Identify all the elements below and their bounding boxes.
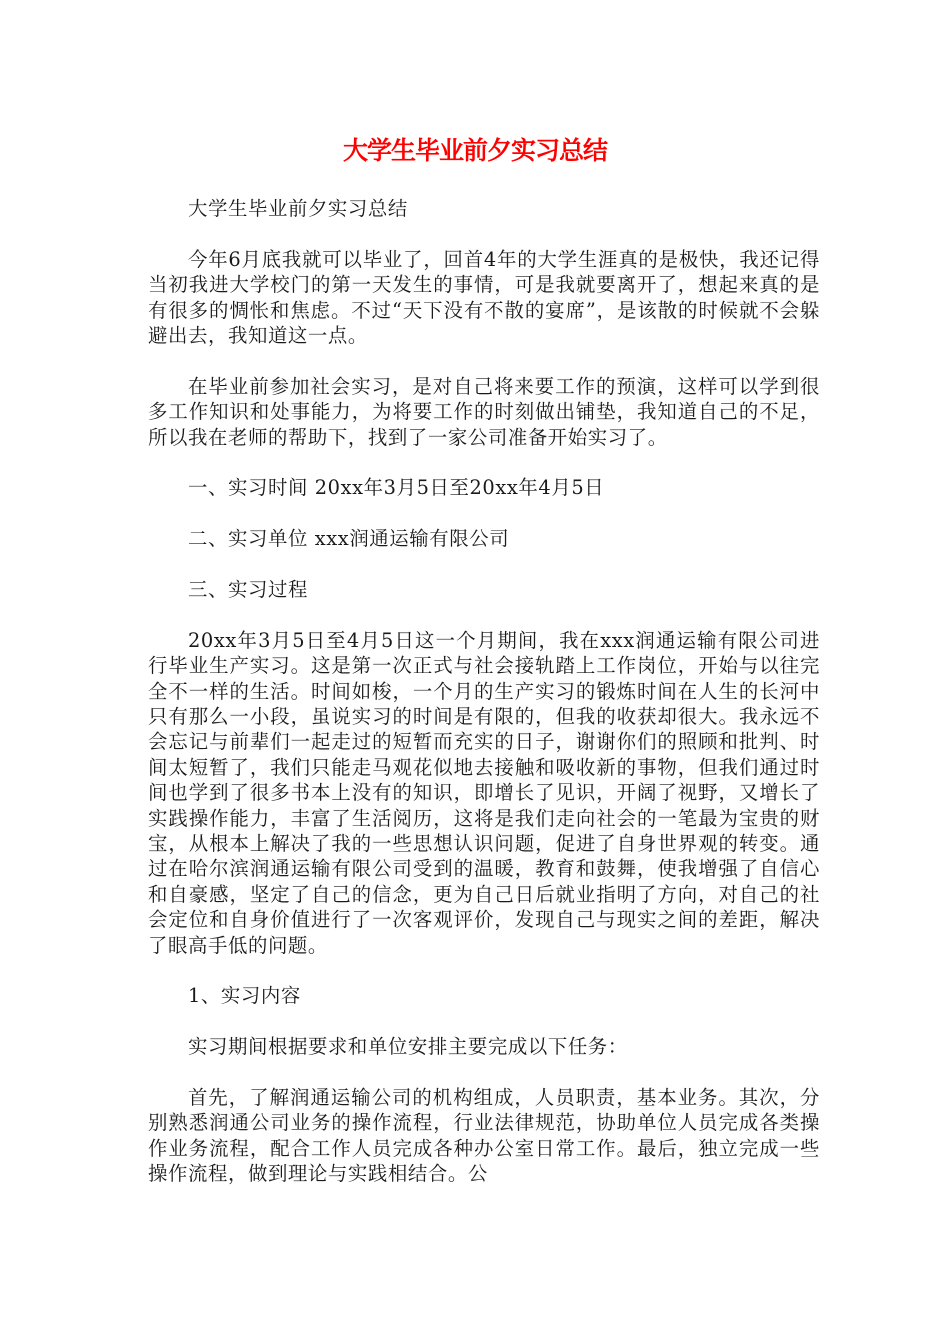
paragraph-tasks: 首先，了解润通运输公司的机构组成，人员职责，基本业务。其次，分别熟悉润通公司业务的操作流程，行业法律规范，协助单位人员完成各类操作业务流程，配合工作人员完成各种办公室日常工作。最后，独立完成一些操作流程，做到理论与实践相结合。公 [148, 1086, 820, 1186]
paragraph-tasks-intro: 实习期间根据要求和单位安排主要完成以下任务： [188, 1035, 628, 1059]
section-heading-content: 1、实习内容 [188, 984, 301, 1008]
paragraph-internship-time: 一、实习时间 20xx年3月5日至20xx年4月5日 [188, 476, 605, 500]
paragraph-motivation: 在毕业前参加社会实习，是对自己将来要工作的预演，这样可以学到很多工作知识和处事能力，为将要工作的时刻做出铺垫，我知道自己的不足，所以我在老师的帮助下，找到了一家公司准备开始实习了。 [148, 374, 820, 449]
section-heading-process: 三、实习过程 [188, 578, 308, 602]
paragraph-process: 20xx年3月5日至4月5日这一个月期间，我在xxx润通运输有限公司进行毕业生产实习。这是第一次正式与社会接轨踏上工作岗位，开始与以往完全不一样的生活。时间如梭，一个月的生产实习的锻炼时间在人生的长河中只有那么一小段，虽说实习的时间是有限的，但我的收获却很大。我永远不会忘记与前辈们一起走过的短暂而充实的日子，谢谢你们的照顾和批判、时间太短暂了，我们只能走马观花似地去接触和吸收新的事物，但我们通过时间也学到了很多书本上没有的知识，即增长了见识，开阔了视野，又增长了实践操作能力，丰富了生活阅历，这将是我们走向社会的一笔最为宝贵的财宝，从根本上解决了我的一些思想认识问题，促进了自身世界观的转变。通过在哈尔滨润通运输有限公司受到的温暖，教育和鼓舞，使我增强了自信心和自豪感，坚定了自己的信念，更为自己日后就业指明了方向，对自己的社会定位和自身价值进行了一次客观评价，发现自己与现实之间的差距，解决了眼高手低的问题。 [148, 628, 820, 957]
document-body [148, 196, 820, 1212]
document-title: 大学生毕业前夕实习总结 [342, 136, 607, 165]
paragraph-internship-unit: 二、实习单位 xxx润通运输有限公司 [188, 527, 510, 551]
paragraph-subtitle: 大学生毕业前夕实习总结 [188, 197, 408, 220]
paragraph-intro: 今年6月底我就可以毕业了，回首4年的大学生涯真的是极快，我还记得当初我进大学校门的第一天发生的事情，可是我就要离开了，想起来真的是有很多的惆怅和焦虑。不过“天下没有不散的宴席”，是该散的时候就不会躲避出去，我知道这一点。 [148, 247, 820, 348]
